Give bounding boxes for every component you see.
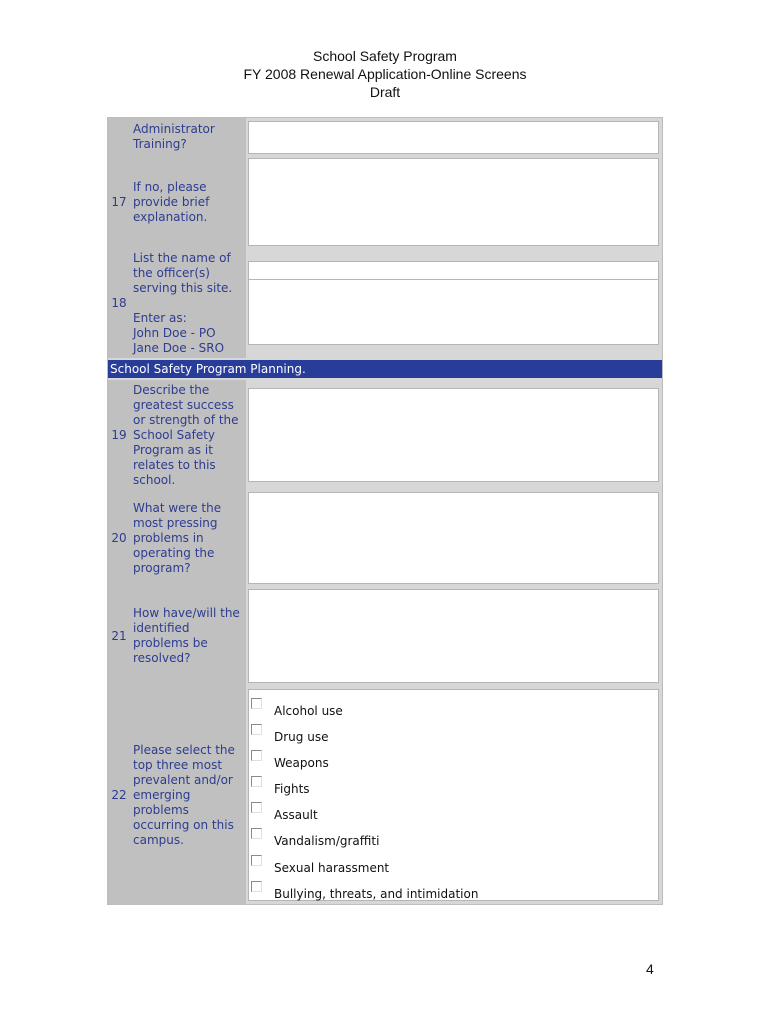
section-header-row [108,358,662,380]
section-title: School Safety Program Planning. [108,358,662,380]
greatest-success-textarea[interactable] [248,388,659,482]
checkbox-label: Assault [274,808,318,822]
row-number [108,118,130,156]
question-label: Administrator Training? [130,118,246,156]
checkbox-label: Fights [274,782,310,796]
question-label: If no, please provide brief explanation. [130,156,246,248]
checkbox-label: Weapons [274,756,329,770]
assault-checkbox[interactable] [251,802,262,813]
checkbox-item [249,855,649,881]
problems-checklist [248,689,659,901]
application-form-table [107,117,663,905]
weapons-checkbox[interactable] [251,750,262,761]
checkbox-item [249,802,649,828]
row-number: 18 [108,248,130,358]
sexual-harassment-checkbox[interactable] [251,855,262,866]
row-number: 19 [108,380,130,490]
row-number: 22 [108,686,130,904]
vandalism-graffiti-checkbox[interactable] [251,828,262,839]
explanation-textarea[interactable] [248,158,659,246]
form-row-17 [108,156,662,248]
checkbox-item [249,724,649,750]
row-number: 17 [108,156,130,248]
form-row-21 [108,586,662,686]
question-label: What were the most pressing problems in operating the program? [130,490,246,586]
row-number: 20 [108,490,130,586]
header-draft-label: Draft [369,84,401,100]
checkbox-label: Bullying, threats, and intimidation [274,887,479,901]
question-label: How have/will the identified problems be resolved? [130,586,246,686]
document-header [0,47,770,101]
drug-use-checkbox[interactable] [251,724,262,735]
question-label: Describe the greatest success or strength of the School Safety Program as it relates to this school. [130,380,246,490]
checkbox-label: Drug use [274,730,329,744]
checkbox-label: Alcohol use [274,704,343,718]
problems-resolution-textarea[interactable] [248,589,659,683]
checkbox-label: Sexual harassment [274,861,390,875]
officer-names-textarea[interactable] [248,279,659,345]
administrator-training-field[interactable] [248,121,659,154]
header-title: School Safety Program [313,48,457,64]
header-subtitle: FY 2008 Renewal Application-Online Screens [243,66,527,82]
pressing-problems-textarea[interactable] [248,492,659,584]
officer-names-field-top[interactable] [248,261,659,279]
checkbox-item [249,881,649,907]
alcohol-use-checkbox[interactable] [251,698,262,709]
checkbox-item [249,776,649,802]
form-row-22 [108,686,662,904]
checkbox-item [249,750,649,776]
checkbox-label: Vandalism/graffiti [274,834,380,848]
form-row-20 [108,490,662,586]
question-label: List the name of the officer(s) serving this site. Enter as: John Doe - PO Jane Doe - SRO [130,248,246,358]
question-label: Please select the top three most prevalent and/or emerging problems occurring on this campus. [130,686,246,904]
checkbox-item [249,828,649,854]
checkbox-item [249,698,649,724]
form-row-18 [108,248,662,358]
bullying-checkbox[interactable] [251,881,262,892]
row-number: 21 [108,586,130,686]
form-row-administrator-training [108,118,662,156]
form-row-19 [108,380,662,490]
page-number: 4 [646,961,654,977]
fights-checkbox[interactable] [251,776,262,787]
